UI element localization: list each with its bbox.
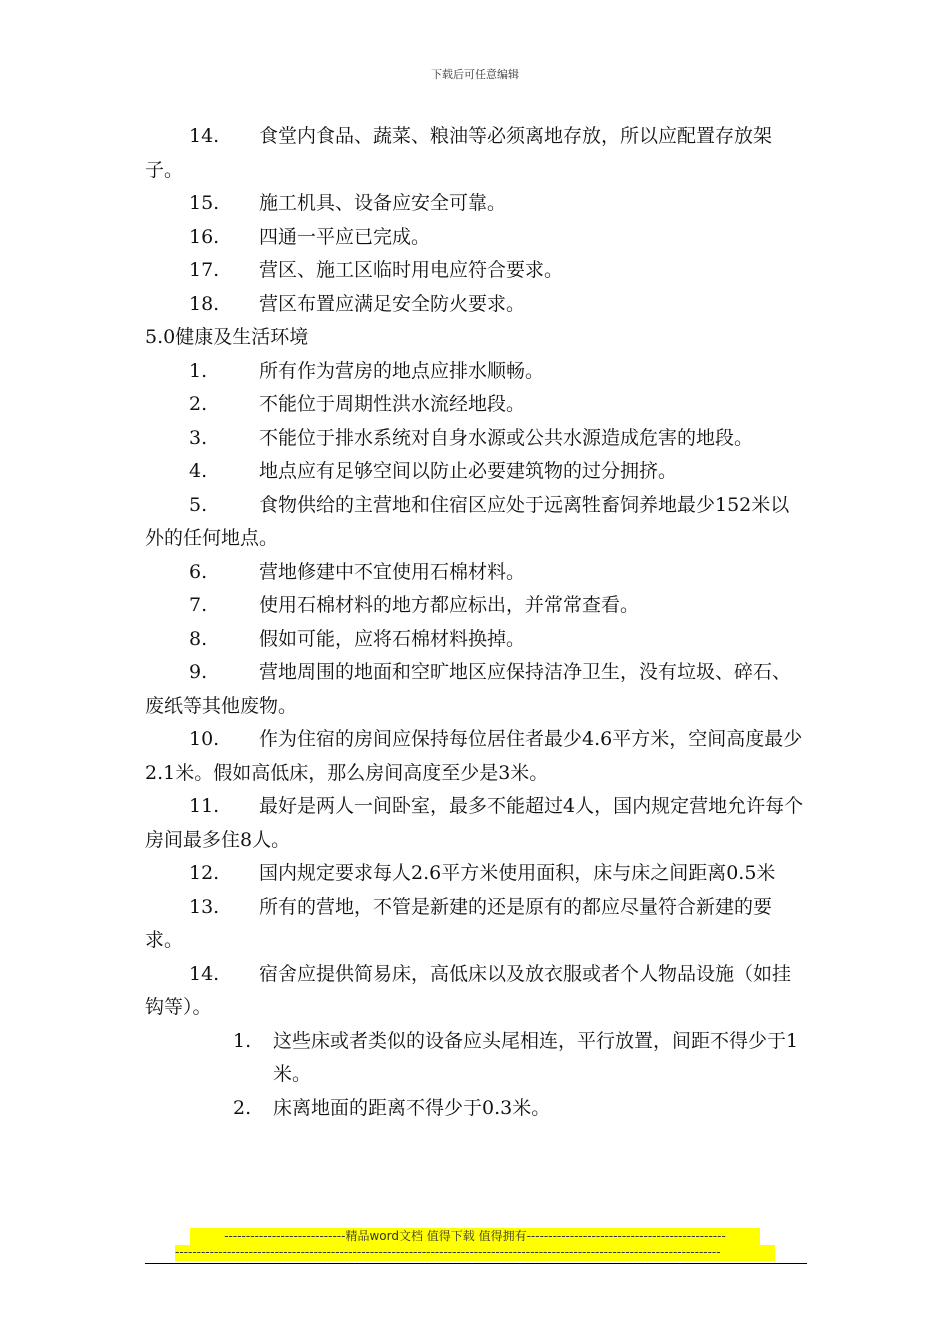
list-item: [145, 187, 807, 221]
item-number: 17.: [189, 259, 220, 281]
item-text: 使用石棉材料的地方都应标出，并常常查看。: [259, 594, 640, 616]
sub-item-text: 这些床或者类似的设备应头尾相连，平行放置，间距不得少于1米。: [273, 1029, 799, 1085]
list-item: [145, 254, 807, 288]
item-text: 所有的营地，不管是新建的还是原有的都应尽量符合新建的要求。: [145, 895, 773, 951]
item-text: 最好是两人一间卧室，最多不能超过4人，国内规定营地允许每个房间最多住8人。: [145, 795, 804, 851]
item-number: 10.: [189, 728, 220, 750]
item-number: 3.: [189, 426, 208, 449]
footer-banner: ----------------------------精品word文档 值得下载 值得拥有----------------------------------------------: [190, 1228, 760, 1245]
list-item: [145, 623, 807, 657]
list-item: [145, 288, 807, 322]
list-item: [145, 656, 807, 723]
document-body: [145, 120, 807, 1125]
item-number: 14.: [189, 962, 220, 985]
list-item: [145, 120, 807, 187]
item-text: 营区布置应满足安全防火要求。: [259, 292, 526, 315]
list-item: [145, 388, 807, 422]
item-text: 不能位于排水系统对自身水源或公共水源造成危害的地段。: [259, 426, 754, 449]
item-text: 营区、施工区临时用电应符合要求。: [259, 259, 564, 281]
item-text: 所有作为营房的地点应排水顺畅。: [259, 359, 545, 382]
list-item: [145, 790, 807, 857]
list-b: [145, 355, 807, 1025]
item-number: 1.: [189, 359, 208, 382]
item-number: 16.: [189, 225, 220, 248]
list-item: [145, 455, 807, 489]
item-text: 宿舍应提供简易床，高低床以及放衣服或者个人物品设施（如挂钩等）。: [145, 962, 792, 1018]
sub-list-item: [145, 1025, 807, 1092]
list-item: [145, 422, 807, 456]
footer-rule: [145, 1263, 807, 1264]
list-item: [145, 221, 807, 255]
item-number: 6.: [189, 560, 208, 583]
list-item: [145, 489, 807, 556]
item-text: 不能位于周期性洪水流经地段。: [259, 393, 526, 415]
item-text: 地点应有足够空间以防止必要建筑物的过分拥挤。: [259, 460, 678, 482]
item-number: 8.: [189, 627, 208, 650]
item-text: 营地周围的地面和空旷地区应保持洁净卫生，没有垃圾、碎石、废纸等其他废物。: [145, 661, 792, 717]
item-text: 施工机具、设备应安全可靠。: [259, 192, 507, 214]
list-item: [145, 958, 807, 1025]
list-item: [145, 556, 807, 590]
item-number: 12.: [189, 862, 220, 884]
item-number: 4.: [189, 460, 208, 482]
section-title: 5.0健康及生活环境: [145, 326, 309, 348]
item-number: 7.: [189, 594, 208, 616]
list-a: [145, 120, 807, 321]
item-number: 5.: [189, 493, 208, 516]
item-text: 假如可能，应将石棉材料换掉。: [259, 627, 526, 650]
sub-list-item: [145, 1092, 807, 1126]
footer-dashes: ------------------------------------------------------------------------------------------------------------------------------: [175, 1245, 775, 1261]
sub-list: [145, 1025, 807, 1126]
page-header: 下载后可任意编辑: [431, 68, 519, 81]
item-text: 四通一平应已完成。: [259, 225, 431, 248]
item-text: 国内规定要求每人2.6平方米使用面积，床与床之间距离0.5米: [259, 862, 776, 884]
sub-item-number: 2.: [233, 1096, 252, 1119]
list-item: [145, 723, 807, 790]
item-text: 作为住宿的房间应保持每位居住者最少4.6平方米，空间高度最少2.1米。假如高低床，那么房间高度至少是3米。: [145, 728, 803, 784]
item-number: 18.: [189, 292, 220, 315]
item-number: 13.: [189, 895, 220, 918]
item-number: 14.: [189, 125, 220, 147]
sub-item-number: 1.: [233, 1029, 252, 1052]
item-number: 15.: [189, 192, 220, 214]
item-number: 11.: [189, 795, 220, 817]
item-text: 食物供给的主营地和住宿区应处于远离牲畜饲养地最少152米以外的任何地点。: [145, 493, 790, 549]
item-text: 食堂内食品、蔬菜、粮油等必须离地存放，所以应配置存放架子。: [145, 125, 773, 181]
sub-item-text: 床离地面的距离不得少于0.3米。: [273, 1096, 551, 1119]
list-item: [145, 355, 807, 389]
item-text: 营地修建中不宜使用石棉材料。: [259, 560, 526, 583]
list-item: [145, 891, 807, 958]
list-item: [145, 589, 807, 623]
list-item: [145, 857, 807, 891]
item-number: 2.: [189, 393, 208, 415]
item-number: 9.: [189, 661, 208, 683]
